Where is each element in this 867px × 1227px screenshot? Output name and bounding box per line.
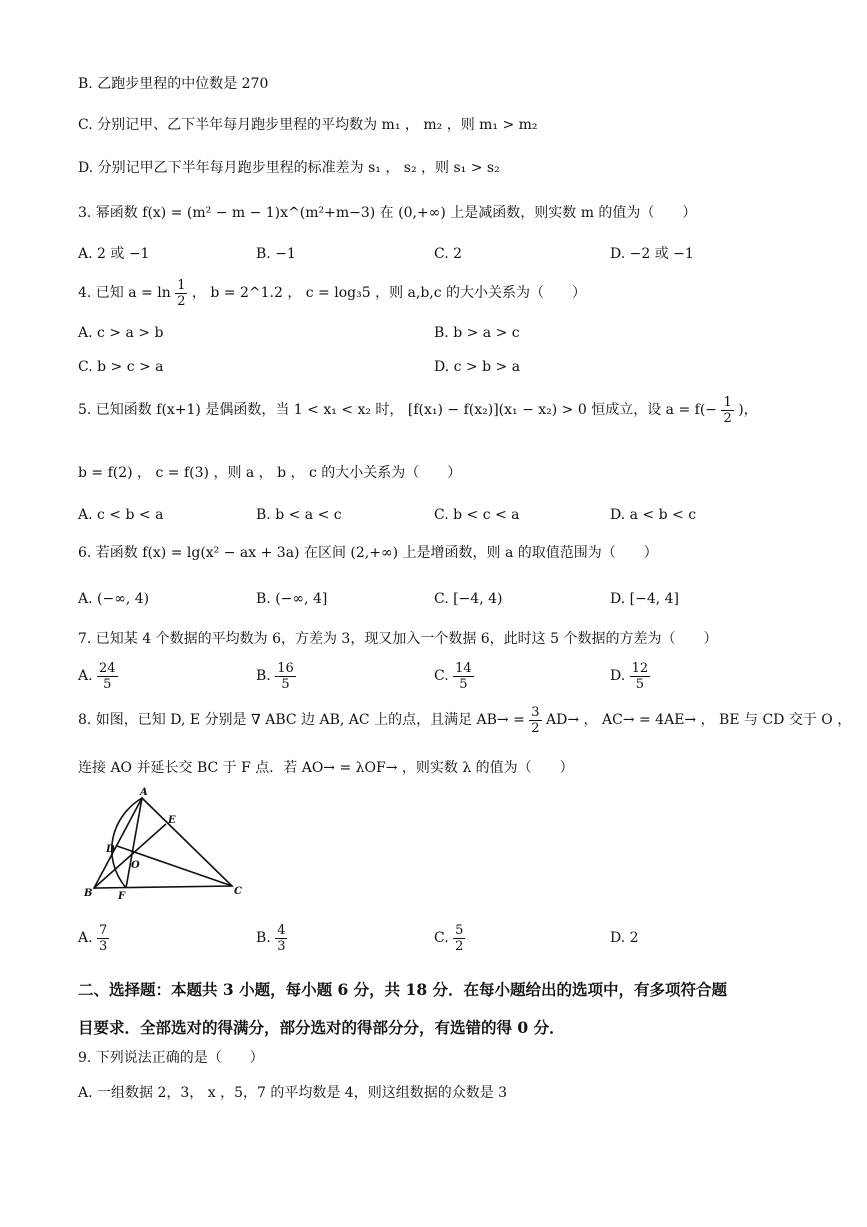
q7-option-d <box>610 658 650 694</box>
q4-fraction <box>175 278 187 309</box>
section2-heading-line1: 二、选择题：本题共 3 小题，每小题 6 分，共 18 分．在每小题给出的选项中，有多项符合题 <box>78 980 728 999</box>
q5-stem-prefix: 5. 已知函数 f(x+1) 是偶函数，当 1 < x₁ < x₂ 时， [f(x₁) − f(x₂)](x₁ − x₂) > 0 恒成立，设 a = f(− <box>78 402 718 418</box>
label-o: O <box>131 860 140 871</box>
q6-option-a: A. (−∞, 4) <box>78 591 150 607</box>
q9-stem: 9. 下列说法正确的是（ ） <box>78 1050 264 1066</box>
q8-stem-prefix: 8. 如图，已知 D, E 分别是 ∇ ABC 边 AB, AC 上的点，且满足 AB→ = <box>78 712 525 728</box>
q4-stem-prefix: 4. 已知 a = ln <box>78 285 171 301</box>
q7-option-b-label: B. <box>256 668 271 684</box>
triangle-diagram <box>82 786 252 904</box>
q8-option-c-label: C. <box>434 930 449 946</box>
triangle-abc <box>94 798 232 888</box>
segment-be <box>94 824 166 888</box>
q6-option-b: B. (−∞, 4] <box>256 591 328 607</box>
q8-fraction <box>529 705 541 736</box>
q5-stem-suffix: )， <box>738 402 758 418</box>
q8-stem <box>78 702 851 738</box>
q7-c-num: 14 <box>455 660 472 676</box>
q7-d-den: 5 <box>635 676 645 692</box>
q4-frac-den: 2 <box>177 293 186 309</box>
q8-stem-line2: 连接 AO 并延长交 BC 于 F 点．若 AO→ = λOF→ ，则实数 λ 的值为（ ） <box>78 760 574 776</box>
q7-option-d-frac <box>630 661 651 692</box>
q8-b-den: 3 <box>277 938 286 954</box>
q8-frac-den: 2 <box>531 720 540 736</box>
q9-option-a: A. 一组数据 2，3， x ，5，7 的平均数是 4，则这组数据的众数是 3 <box>78 1085 508 1101</box>
q2-option-c: C. 分别记甲、乙下半年每月跑步里程的平均数为 m₁ ， m₂ ，则 m₁ > m₂ <box>78 117 538 133</box>
q6-option-d: D. [−4, 4] <box>610 591 679 607</box>
q7-option-a <box>78 658 118 694</box>
q8-option-a-frac <box>97 923 109 954</box>
q5-stem <box>78 393 758 427</box>
q4-option-a: A. c > a > b <box>78 325 164 341</box>
q3-option-c: C. 2 <box>434 246 463 262</box>
q3-option-a: A. 2 或 −1 <box>78 246 150 262</box>
label-d: D <box>106 844 115 855</box>
q8-option-b-frac <box>275 923 287 954</box>
q7-option-b-frac <box>275 661 296 692</box>
q8-stem-suffix: AD→ ， AC→ = 4AE→ ， BE 与 CD 交于 O ， <box>546 712 852 728</box>
q4-frac-num: 1 <box>177 277 186 293</box>
q8-option-a <box>78 920 109 956</box>
q7-option-d-label: D. <box>610 668 626 684</box>
q7-c-den: 5 <box>459 676 468 692</box>
label-c: C <box>234 886 242 897</box>
q5-option-b: B. b < a < c <box>256 507 342 523</box>
q3-stem: 3. 幂函数 f(x) = (m² − m − 1)x^(m²+m−3) 在 (0,+∞) 上是减函数，则实数 m 的值为（ ） <box>78 205 697 221</box>
q5-option-a: A. c < b < a <box>78 507 164 523</box>
q8-c-den: 2 <box>455 938 464 954</box>
q7-option-a-label: A. <box>78 668 93 684</box>
q8-option-a-label: A. <box>78 930 93 946</box>
q6-option-c: C. [−4, 4) <box>434 591 503 607</box>
q3-option-d: D. −2 或 −1 <box>610 246 694 262</box>
arc-curve <box>112 798 142 888</box>
label-a: A <box>140 787 148 798</box>
q8-option-c-frac <box>453 923 465 954</box>
q7-a-den: 5 <box>103 676 112 692</box>
q8-frac-num: 3 <box>531 704 540 720</box>
q7-option-c-label: C. <box>434 668 449 684</box>
q7-b-num: 16 <box>277 660 294 676</box>
label-f: F <box>118 891 126 902</box>
q7-option-a-frac <box>97 661 118 692</box>
q8-a-den: 3 <box>99 938 108 954</box>
q5-option-c: C. b < c < a <box>434 507 520 523</box>
q7-option-c-frac <box>453 661 474 692</box>
q5-frac-num: 1 <box>723 394 732 410</box>
q8-option-d: D. 2 <box>610 930 639 946</box>
q5-option-d: D. a < b < c <box>610 507 697 523</box>
q5-frac-den: 2 <box>723 410 732 426</box>
label-b: B <box>84 888 93 899</box>
q4-option-b: B. b > a > c <box>434 325 520 341</box>
q8-option-b <box>256 920 287 956</box>
q7-a-num: 24 <box>99 660 116 676</box>
section2-heading-line2: 目要求．全部选对的得满分，部分选对的得部分分，有选错的得 0 分． <box>78 1018 565 1037</box>
q8-option-c <box>434 920 465 956</box>
q5-stem-line2: b = f(2) ， c = f(3) ，则 a ， b ， c 的大小关系为（ ） <box>78 465 462 481</box>
q7-option-b <box>256 658 296 694</box>
q7-d-num: 12 <box>631 660 649 676</box>
q2-option-d: D. 分别记甲乙下半年每月跑步里程的标准差为 s₁ ， s₂ ，则 s₁ > s₂ <box>78 160 500 176</box>
q4-stem <box>78 276 586 310</box>
q5-fraction <box>721 395 733 426</box>
q7-b-den: 5 <box>281 676 290 692</box>
q4-option-c: C. b > c > a <box>78 359 164 375</box>
q2-option-b: B. 乙跑步里程的中位数是 270 <box>78 76 269 92</box>
q4-option-d: D. c > b > a <box>434 359 521 375</box>
q7-stem: 7. 已知某 4 个数据的平均数为 6，方差为 3，现又加入一个数据 6，此时这 5 个数据的方差为（ ） <box>78 631 718 647</box>
q8-c-num: 5 <box>455 922 464 938</box>
q3-option-b: B. −1 <box>256 246 296 262</box>
triangle-figure <box>82 786 252 904</box>
q8-option-b-label: B. <box>256 930 271 946</box>
q8-a-num: 7 <box>99 922 108 938</box>
q6-stem: 6. 若函数 f(x) = lg(x² − ax + 3a) 在区间 (2,+∞) 上是增函数，则 a 的取值范围为（ ） <box>78 545 658 561</box>
label-e: E <box>168 815 176 826</box>
q4-stem-suffix: ， b = 2^1.2 ， c = log₃5 ，则 a,b,c 的大小关系为（ ） <box>191 285 587 301</box>
q7-option-c <box>434 658 474 694</box>
q8-b-num: 4 <box>277 922 286 938</box>
